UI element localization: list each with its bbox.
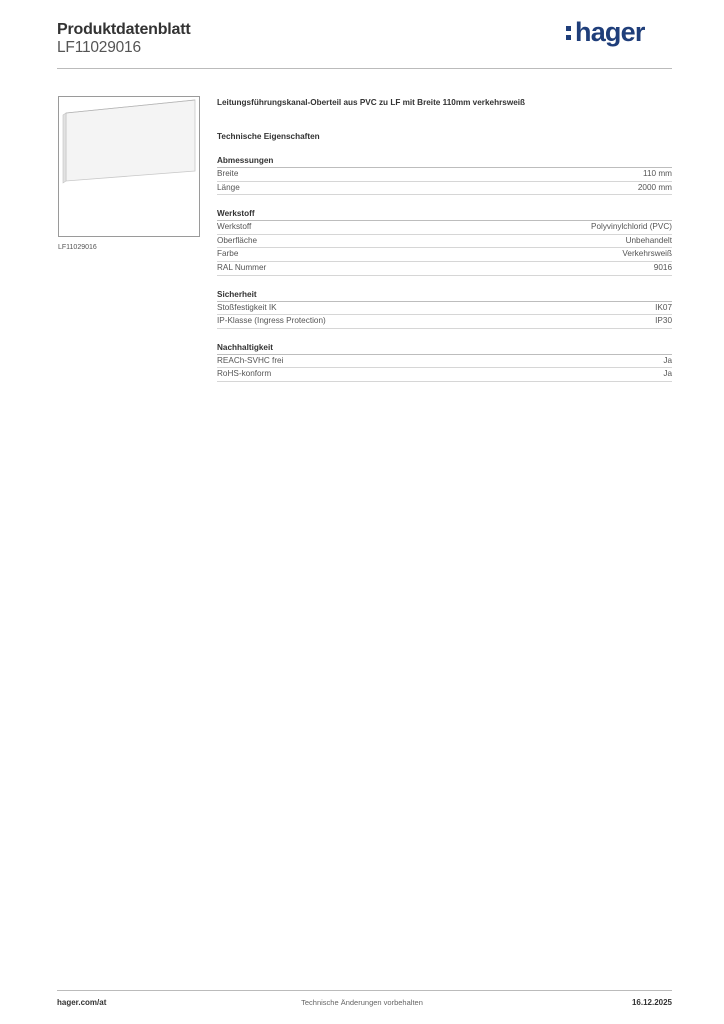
table-row bbox=[217, 248, 672, 262]
group-title: Sicherheit bbox=[217, 289, 672, 302]
table-row bbox=[217, 182, 672, 196]
group-title: Nachhaltigkeit bbox=[217, 342, 672, 355]
row-value: Polyvinylchlorid (PVC) bbox=[591, 222, 672, 232]
row-value: Verkehrsweiß bbox=[622, 249, 672, 259]
row-value: 2000 mm bbox=[637, 182, 672, 192]
group-dimensions bbox=[217, 155, 672, 195]
product-details bbox=[217, 97, 672, 382]
table-row bbox=[217, 168, 672, 182]
footer-website-link[interactable]: hager.com/at bbox=[57, 998, 107, 1007]
group-safety bbox=[217, 289, 672, 329]
table-row bbox=[217, 262, 672, 276]
table-row bbox=[217, 368, 672, 382]
row-label: RAL Nummer bbox=[217, 262, 267, 272]
group-material bbox=[217, 208, 672, 275]
page-title: Produktdatenblatt bbox=[57, 21, 191, 38]
hager-logo bbox=[566, 16, 645, 48]
row-value: Ja bbox=[663, 355, 672, 365]
cable-duct-cover-icon bbox=[59, 97, 199, 236]
logo-text: hager bbox=[575, 17, 645, 47]
footer-note: Technische Änderungen vorbehalten bbox=[301, 998, 423, 1007]
row-label: Länge bbox=[217, 182, 240, 192]
product-image bbox=[58, 96, 200, 237]
image-caption: LF11029016 bbox=[58, 244, 97, 251]
product-code: LF11029016 bbox=[57, 39, 141, 56]
row-label: Stoßfestigkeit IK bbox=[217, 302, 277, 312]
table-row bbox=[217, 355, 672, 369]
table-row bbox=[217, 235, 672, 249]
row-value: 110 mm bbox=[643, 169, 672, 178]
table-row bbox=[217, 221, 672, 235]
table-row bbox=[217, 302, 672, 316]
row-value: IK07 bbox=[655, 302, 672, 312]
row-label: Farbe bbox=[217, 249, 239, 259]
row-label: RoHS-konform bbox=[217, 369, 272, 379]
group-title: Abmessungen bbox=[217, 155, 672, 168]
table-row bbox=[217, 315, 672, 329]
footer-date: 16.12.2025 bbox=[631, 998, 672, 1007]
group-sustainability bbox=[217, 342, 672, 382]
row-value: Unbehandelt bbox=[625, 235, 672, 245]
row-label: Werkstoff bbox=[217, 222, 252, 232]
row-value: IP30 bbox=[655, 316, 672, 326]
group-title: Werkstoff bbox=[217, 208, 672, 221]
product-description: Leitungsführungskanal-Oberteil aus PVC zu LF mit Breite 110mm verkehrsweiß bbox=[217, 98, 526, 107]
row-value: 9016 bbox=[653, 262, 672, 272]
header-divider bbox=[57, 68, 672, 69]
tech-properties-title: Technische Eigenschaften bbox=[217, 132, 320, 141]
footer-divider bbox=[57, 990, 672, 991]
row-value: Ja bbox=[663, 369, 672, 379]
row-label: REACh-SVHC frei bbox=[217, 355, 284, 365]
row-label: Breite bbox=[217, 169, 239, 178]
row-label: Oberfläche bbox=[217, 235, 258, 245]
row-label: IP-Klasse (Ingress Protection) bbox=[217, 316, 326, 326]
